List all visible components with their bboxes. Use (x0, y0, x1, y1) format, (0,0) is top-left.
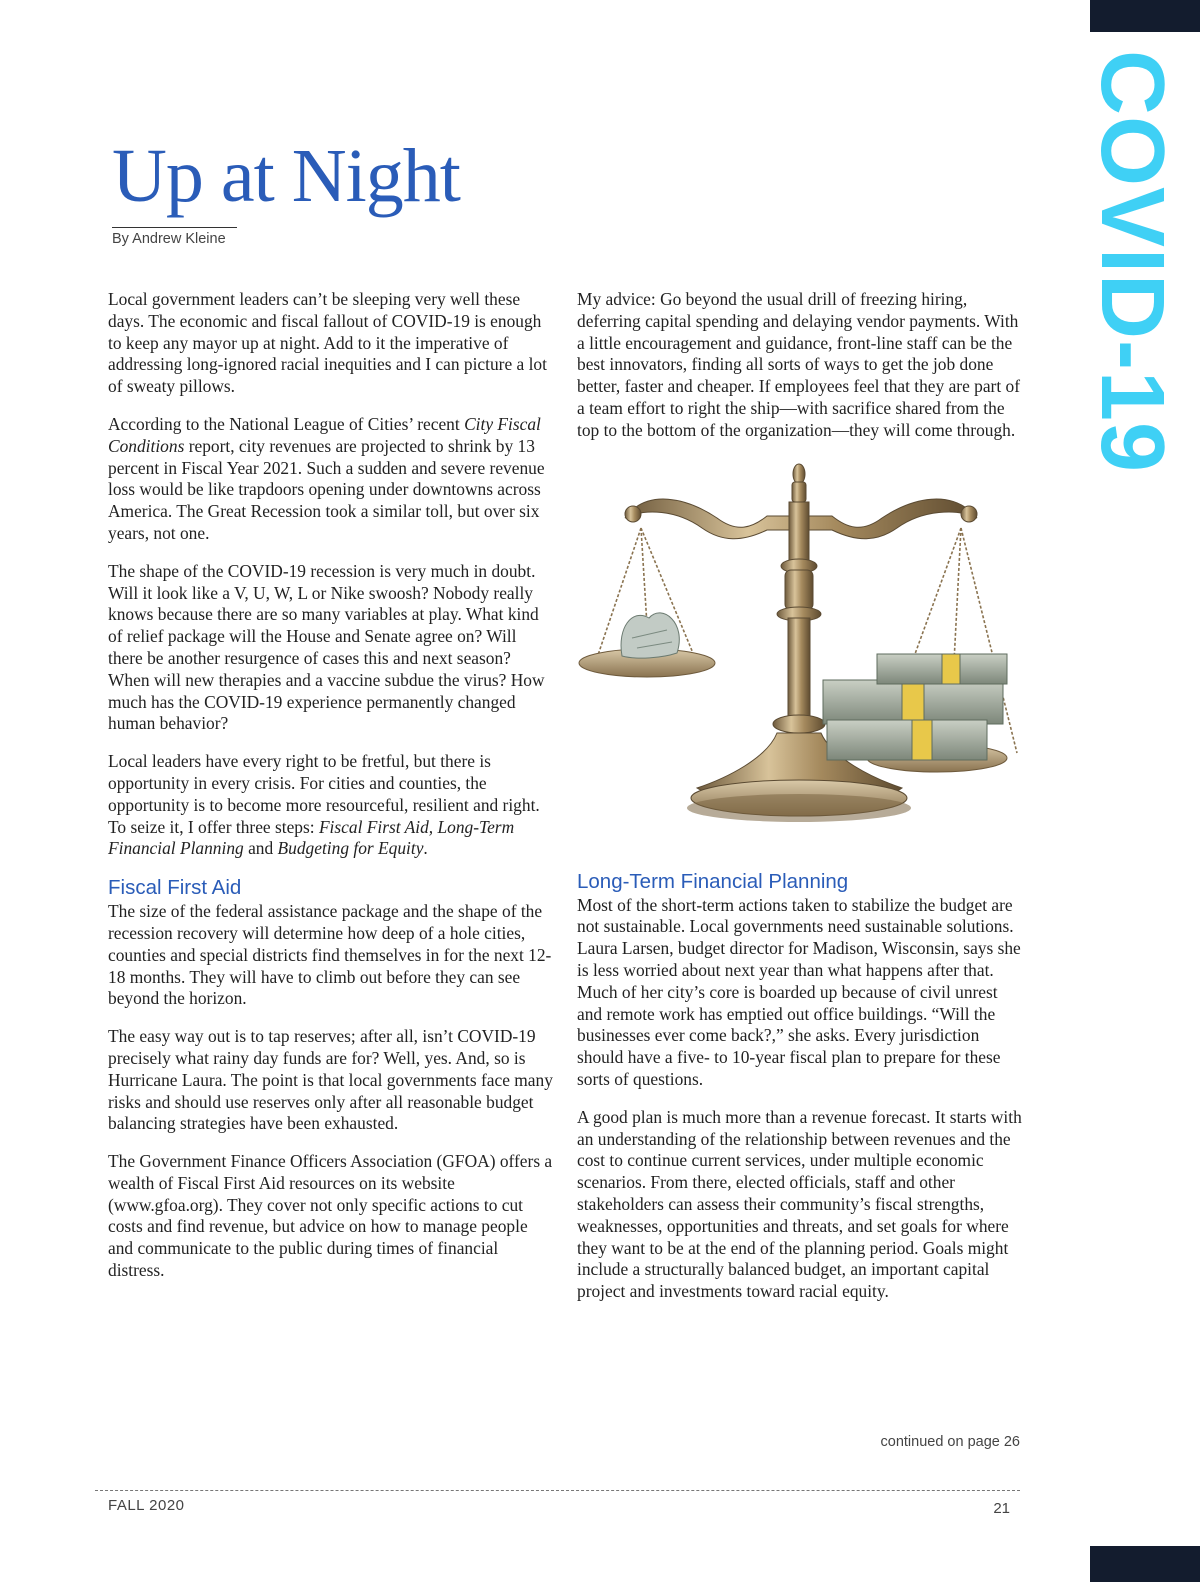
article-title: Up at Night (112, 134, 460, 218)
paragraph: According to the National League of Cities’ recent City Fiscal Conditions report, city revenues are projected to shrink by 13 percent in Fiscal Year 2021. Such a sudden and severe revenue loss would be like trapdoors opening under downtowns across America. The Great Recession took a similar toll, but over six years, not one. (108, 413, 545, 543)
right-column (577, 289, 1022, 1319)
section-heading-long-term-financial-planning: Long-Term Financial Planning (577, 869, 849, 893)
continued-note: continued on page 26 (880, 1434, 1020, 1450)
paragraph: The shape of the COVID-19 recession is very much in doubt. Will it look like a V, U, W, L or Nike swoosh? Nobody really knows because there are so many variables at play. What kind of relief package will the House and Senate agree on? Will there be another resurgence of cases this and next season? When will new therapies and a vaccine subdue the virus? How much has the COVID-19 experience permanently changed human behavior? (108, 560, 545, 734)
section-heading-fiscal-first-aid: Fiscal First Aid (108, 876, 242, 900)
byline: By Andrew Kleine (112, 231, 226, 247)
paragraph: The easy way out is to tap reserves; after all, isn’t COVID-19 precisely what rainy day funds are for? Well, yes. And, so is Hurricane Laura. The point is that local governments face many risks and should use reserves only after all reasonable budget balancing strategies have been exhausted. (108, 1026, 553, 1134)
title-underline (112, 227, 237, 228)
paragraph: The size of the federal assistance package and the shape of the recession recovery will determine how deep of a hole cities, counties and special districts find themselves in for the next 12-18 months. They will have to climb out before they can see beyond the horizon. (108, 901, 552, 1009)
paragraph: My advice: Go beyond the usual drill of freezing hiring, deferring capital spending and delaying vendor payments. With a little encouragement and guidance, front-line staff can be the best innovators, finding all sorts of ways to get the job done better, faster and cheaper. If employees feel that they are part of a team effort to right the ship—with sacrifice shared from the top to the bottom of the organization—they will come through. (577, 289, 1021, 440)
paragraph: Local government leaders can’t be sleeping very well these days. The economic and fiscal fallout of COVID-19 is enough to keep any mayor up at night. Add to it the imperative of addressing long-ignored racial inequities and I can picture a lot of sweaty pillows. (108, 289, 547, 397)
paragraph: The Government Finance Officers Association (GFOA) offers a wealth of Fiscal First Aid resources on its website (www.gfoa.org). They cover not only specific actions to cut costs and find revenue, but advice on how to manage people and communicate to the public during times of financial distress. (108, 1151, 553, 1281)
scales-of-justice-illustration (577, 458, 1022, 858)
bottom-corner-bar (1090, 1546, 1200, 1582)
top-corner-bar (1090, 0, 1200, 32)
paragraph: Most of the short-term actions taken to stabilize the budget are not sustainable. Local governments need sustainable solutions. Laura Larsen, budget director for Madison, Wisconsin, says she is less worried about next year than what happens after that. Much of her city’s core is boarded up because of civil unrest and remote work has emptied out office buildings. “Will the businesses ever come back?,” she asks. Every jurisdiction should have a five- to 10-year fiscal plan to prepare for these sorts of questions. (577, 894, 1021, 1089)
footer-divider (95, 1490, 1020, 1491)
left-column (108, 289, 553, 1298)
section-tag: COVID-19 (1082, 50, 1182, 474)
page-number: 21 (993, 1500, 1010, 1517)
paragraph: Local leaders have every right to be fretful, but there is opportunity in every crisis. For cities and counties, the opportunity is to become more resourceful, resilient and right. To seize it, I offer three steps: Fiscal First Aid, Long-Term Financial Planning and Budgeting for Equity. (108, 751, 540, 859)
issue-label: FALL 2020 (108, 1497, 185, 1514)
paragraph: A good plan is much more than a revenue forecast. It starts with an understanding of the relationship between revenues and the cost to continue current services, under multiple economic scenarios. From there, elected officials, staff and other stakeholders can assess their community’s fiscal strengths, weaknesses, opportunities and threats, and set goals for where they want to be at the end of the planning period. Goals might include a structurally balanced budget, an important capital project and investments toward racial equity. (577, 1106, 1022, 1302)
